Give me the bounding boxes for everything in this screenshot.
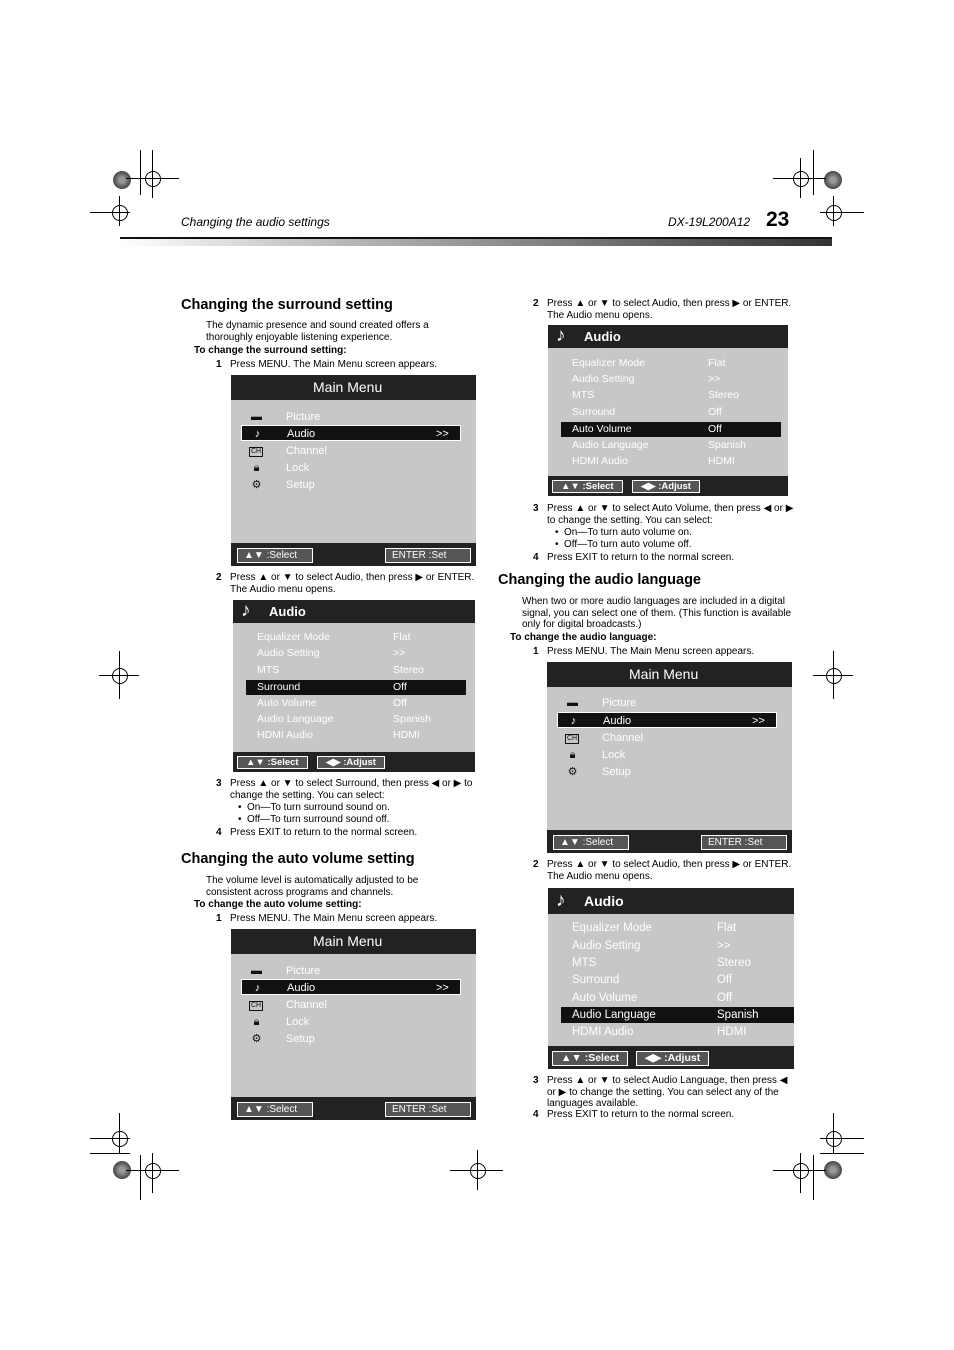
audio-item-hdmi-audio[interactable]: HDMI Audio HDMI: [572, 1026, 747, 1038]
surround-subhead: To change the surround setting:: [194, 345, 347, 356]
language-intro: When two or more audio languages are included in a digital signal, you can select one of them. (This function is available only for digital broadcasts.): [522, 596, 792, 630]
audio-menu-title: ♪ Audio: [548, 888, 794, 914]
menu-item-setup[interactable]: ⚙ Setup: [241, 1031, 461, 1047]
crosshair-mark: [112, 205, 128, 221]
main-menu-title: Main Menu: [547, 662, 792, 687]
lock-icon: 🔒︎: [253, 462, 260, 474]
autovol-intro: The volume level is automatically adjusted to be consistent across programs and channels.: [206, 875, 419, 898]
surround-step-4: 4 Press EXIT to return to the normal screen.: [216, 827, 418, 838]
select-hint-button: ▲▼ :Select: [552, 1051, 628, 1066]
lock-icon: 🔒︎: [569, 749, 576, 761]
audio-item-equalizer[interactable]: Equalizer Mode Flat: [572, 922, 737, 934]
crosshair-mark: [145, 171, 161, 187]
autovol-option-off: • Off—To turn auto volume off.: [564, 539, 691, 551]
registration-mark: [824, 1161, 842, 1179]
menu-item-audio[interactable]: ♪ Audio >>: [241, 979, 461, 995]
audio-menu-screen: [548, 888, 794, 1069]
music-note-icon: ♪: [254, 982, 261, 994]
crosshair-mark: [112, 1131, 128, 1147]
menu-item-channel[interactable]: CH Channel: [566, 732, 643, 744]
select-hint-button: ▲▼ :Select: [552, 480, 623, 493]
crosshair-mark: [145, 1163, 161, 1179]
audio-menu-screen: [233, 600, 475, 772]
surround-intro: The dynamic presence and sound created offers a thoroughly enjoyable listening experience.: [206, 320, 429, 343]
autovol-step-4: 4 Press EXIT to return to the normal screen.: [533, 552, 735, 563]
adjust-hint-button: ◀▶ :Adjust: [636, 1051, 709, 1066]
menu-footer: [548, 1046, 794, 1069]
crosshair-mark: [826, 205, 842, 221]
language-subhead: To change the audio language:: [510, 632, 657, 643]
menu-item-channel[interactable]: CH Channel: [250, 445, 327, 457]
audio-item-surround[interactable]: Surround Off: [246, 680, 466, 695]
menu-item-channel[interactable]: CH Channel: [250, 999, 327, 1011]
menu-item-picture[interactable]: ▬ Picture: [251, 411, 321, 423]
audio-item-auto-volume[interactable]: Auto Volume Off: [561, 422, 781, 437]
menu-item-setup[interactable]: ⚙ Setup: [557, 764, 777, 780]
audio-item-equalizer[interactable]: Equalizer Mode Flat: [257, 631, 411, 643]
menu-item-audio[interactable]: ♪ Audio >>: [241, 425, 461, 441]
channel-icon: CH: [250, 1002, 262, 1009]
language-step-3: 3 Press ▲ or ▼ to select Audio Language, then press ◀ or ▶ to change the setting. You can select any of the languages available.: [533, 1075, 788, 1109]
music-note-icon: ♪: [556, 325, 566, 346]
audio-item-equalizer[interactable]: Equalizer Mode Flat: [572, 357, 726, 369]
select-hint-button: ▲▼ :Select: [237, 756, 308, 769]
audio-item-mts[interactable]: MTS Stereo: [572, 389, 739, 401]
audio-item-audio-setting[interactable]: Audio Setting >>: [572, 940, 731, 952]
page-number: 23: [766, 208, 790, 231]
audio-item-surround[interactable]: Surround Off: [572, 974, 733, 986]
audio-item-audio-language[interactable]: Audio Language Spanish: [561, 1007, 794, 1023]
audio-item-audio-language[interactable]: Audio Language Spanish: [572, 439, 746, 451]
audio-item-mts[interactable]: MTS Stereo: [257, 664, 424, 676]
autovol-step-3: 3 Press ▲ or ▼ to select Auto Volume, then press ◀ or ▶ to change the setting. You can select:: [533, 503, 794, 526]
surround-step-2: 2 Press ▲ or ▼ to select Audio, then press ▶ or ENTER. The Audio menu opens.: [216, 572, 475, 595]
audio-item-surround[interactable]: Surround Off: [572, 406, 722, 418]
audio-menu-title: ♪ Audio: [233, 600, 475, 623]
menu-footer: [231, 543, 476, 566]
section-heading-audio-language: Changing the audio language: [498, 572, 701, 588]
section-heading-auto-volume: Changing the auto volume setting: [181, 851, 415, 867]
autovol-subhead: To change the auto volume setting:: [194, 899, 362, 910]
menu-footer: [233, 752, 475, 772]
surround-step-3: 3 Press ▲ or ▼ to select Surround, then press ◀ or ▶ to change the setting. You can select:: [216, 778, 473, 801]
channel-icon: CH: [566, 735, 578, 742]
crosshair-mark: [470, 1163, 486, 1179]
channel-icon: CH: [250, 448, 262, 455]
audio-menu-screen: [548, 325, 788, 496]
audio-item-audio-setting[interactable]: Audio Setting >>: [257, 647, 406, 659]
gear-icon: ⚙: [251, 479, 262, 491]
surround-option-on: • On—To turn surround sound on.: [247, 802, 390, 814]
adjust-hint-button: ◀▶ :Adjust: [317, 756, 385, 769]
picture-icon: ▬: [251, 411, 262, 423]
audio-item-audio-language[interactable]: Audio Language Spanish: [257, 713, 431, 725]
picture-icon: ▬: [251, 965, 262, 977]
audio-item-audio-setting[interactable]: Audio Setting >>: [572, 373, 721, 385]
section-heading-surround: Changing the surround setting: [181, 297, 393, 313]
adjust-hint-button: ◀▶ :Adjust: [632, 480, 700, 493]
menu-item-lock[interactable]: 🔒︎ Lock: [241, 460, 461, 476]
menu-footer: [231, 1097, 476, 1120]
language-step-4: 4 Press EXIT to return to the normal screen.: [533, 1109, 735, 1120]
gear-icon: ⚙: [567, 766, 578, 778]
crosshair-mark: [112, 668, 128, 684]
audio-item-mts[interactable]: MTS Stereo: [572, 957, 751, 969]
music-note-icon: ♪: [556, 890, 566, 911]
surround-option-off: • Off—To turn surround sound off.: [247, 814, 390, 826]
menu-item-picture[interactable]: ▬ Picture: [251, 965, 321, 977]
header-line: [120, 237, 832, 239]
gear-icon: ⚙: [251, 1033, 262, 1045]
crosshair-mark: [826, 1131, 842, 1147]
registration-mark: [824, 171, 842, 189]
menu-item-setup[interactable]: ⚙ Setup: [241, 477, 461, 493]
autovol-option-on: • On—To turn auto volume on.: [564, 527, 692, 539]
language-step-2: 2 Press ▲ or ▼ to select Audio, then press ▶ or ENTER. The Audio menu opens.: [533, 859, 792, 882]
music-note-icon: ♪: [241, 600, 251, 621]
menu-footer: [547, 830, 792, 853]
registration-mark: [113, 171, 131, 189]
autovol-step-2: 2 Press ▲ or ▼ to select Audio, then press ▶ or ENTER. The Audio menu opens.: [533, 298, 792, 321]
picture-icon: ▬: [567, 697, 578, 709]
running-header-section: Changing the audio settings: [181, 215, 330, 229]
select-hint-button: ▲▼ :Select: [237, 548, 313, 563]
autovol-step-1: 1 Press MENU. The Main Menu screen appears.: [216, 913, 438, 924]
main-menu-title: Main Menu: [231, 375, 476, 400]
language-step-1: 1 Press MENU. The Main Menu screen appears.: [533, 646, 755, 657]
lock-icon: 🔒︎: [253, 1016, 260, 1028]
music-note-icon: ♪: [570, 715, 577, 727]
select-hint-button: ▲▼ :Select: [553, 835, 629, 850]
main-menu-title: Main Menu: [231, 929, 476, 954]
crosshair-mark: [793, 171, 809, 187]
main-menu-screen: [231, 929, 476, 1120]
menu-item-audio[interactable]: ♪ Audio >>: [557, 712, 777, 728]
audio-item-auto-volume[interactable]: Auto Volume Off: [257, 697, 407, 709]
menu-item-lock[interactable]: 🔒︎ Lock: [557, 747, 777, 763]
audio-item-hdmi-audio[interactable]: HDMI Audio HDMI: [572, 455, 735, 467]
select-hint-button: ▲▼ :Select: [237, 1102, 313, 1117]
enter-hint-button: ENTER :Set: [701, 835, 787, 850]
main-menu-screen: [231, 375, 476, 566]
enter-hint-button: ENTER :Set: [385, 548, 471, 563]
menu-item-picture[interactable]: ▬ Picture: [567, 697, 637, 709]
running-header-model: DX-19L200A12: [668, 215, 751, 229]
enter-hint-button: ENTER :Set: [385, 1102, 471, 1117]
audio-item-auto-volume[interactable]: Auto Volume Off: [572, 992, 733, 1004]
crosshair-mark: [826, 668, 842, 684]
audio-menu-title: ♪ Audio: [548, 325, 788, 348]
music-note-icon: ♪: [254, 428, 261, 440]
main-menu-screen: [547, 662, 792, 853]
menu-item-lock[interactable]: 🔒︎ Lock: [241, 1014, 461, 1030]
audio-item-hdmi-audio[interactable]: HDMI Audio HDMI: [257, 729, 420, 741]
crosshair-mark: [793, 1163, 809, 1179]
menu-footer: [548, 476, 788, 496]
surround-step-1: 1 Press MENU. The Main Menu screen appears.: [216, 359, 438, 370]
